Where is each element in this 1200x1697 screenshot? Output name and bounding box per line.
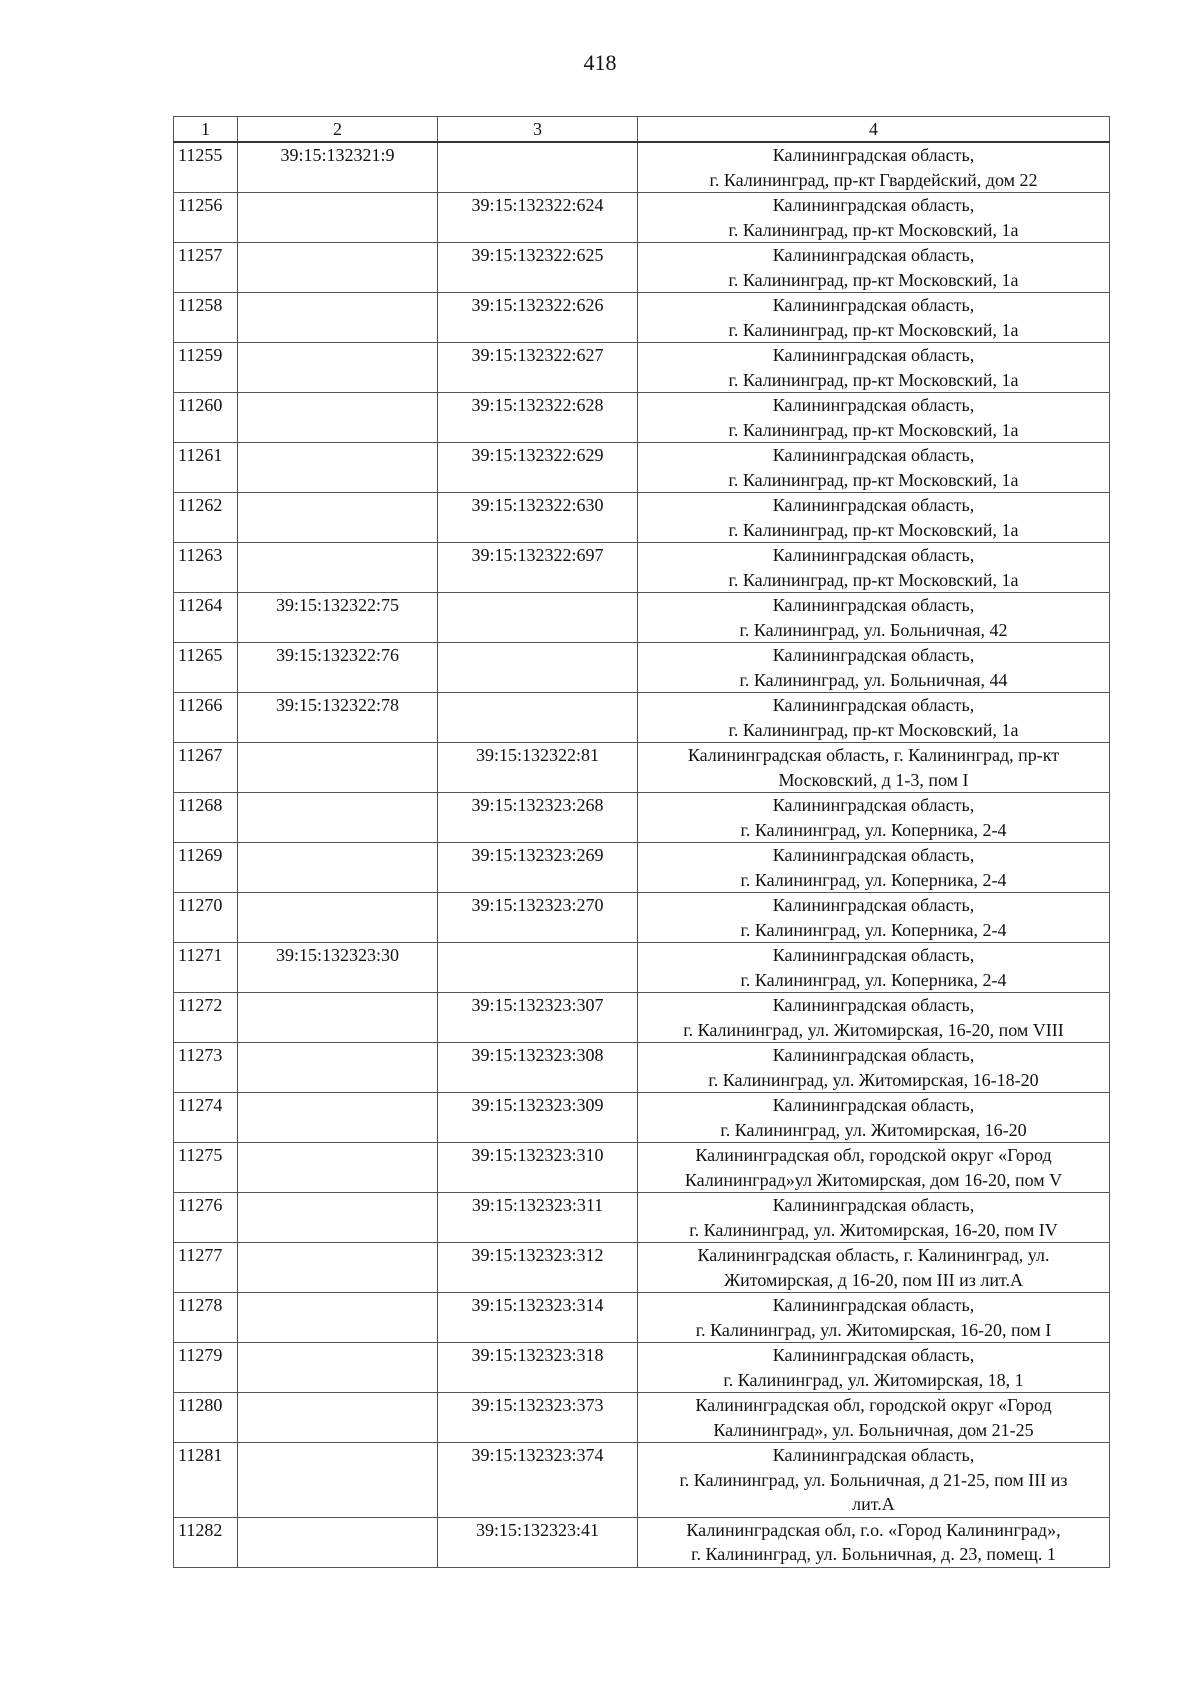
address-line: Калининградская область, [772, 995, 975, 1015]
row-number: 11274 [174, 1093, 238, 1143]
row-number: 11266 [174, 693, 238, 743]
address-line: Калининградская область, г. Калининград, пр-кт [687, 745, 1060, 765]
address-cell [638, 1043, 1110, 1093]
cadastral-number-col2 [238, 1143, 438, 1193]
address-line: г. Калининград, ул. Житомирская, 16-20, пом I [695, 1319, 1052, 1340]
address-cell [638, 1443, 1110, 1518]
address-line: Калининградская область, [772, 1345, 975, 1365]
address-line: г. Калининград, пр-кт Московский, 1а [728, 269, 1019, 290]
cadastral-number-col3 [438, 943, 638, 993]
cadastral-number-col2: 39:15:132322:75 [238, 593, 438, 643]
row-number: 11272 [174, 993, 238, 1043]
address-line: г. Калининград, ул. Житомирская, 16-18-20 [708, 1069, 1039, 1090]
row-number: 11259 [174, 343, 238, 393]
address-cell [638, 393, 1110, 443]
cadastral-number-col3: 39:15:132322:630 [438, 493, 638, 543]
cadastral-number-col3: 39:15:132323:270 [438, 893, 638, 943]
header-col-3: 3 [438, 117, 638, 143]
header-col-2: 2 [238, 117, 438, 143]
address-line: г. Калининград, пр-кт Московский, 1а [728, 719, 1019, 740]
address-cell [638, 1393, 1110, 1443]
address-line: г. Калининград, пр-кт Гвардейский, дом 22 [709, 169, 1038, 190]
cadastral-number-col3: 39:15:132322:625 [438, 243, 638, 293]
address-line: г. Калининград, ул. Житомирская, 18, 1 [723, 1369, 1024, 1390]
cadastral-number-col3: 39:15:132322:697 [438, 543, 638, 593]
cadastral-number-col2 [238, 1193, 438, 1243]
table-row [174, 1143, 1110, 1193]
row-number: 11280 [174, 1393, 238, 1443]
cadastral-number-col3: 39:15:132323:373 [438, 1393, 638, 1443]
table-row [174, 543, 1110, 593]
row-number: 11267 [174, 743, 238, 793]
table-row [174, 193, 1110, 243]
address-cell [638, 693, 1110, 743]
row-number: 11258 [174, 293, 238, 343]
cadastral-number-col2 [238, 493, 438, 543]
address-cell [638, 1517, 1110, 1567]
cadastral-number-col3: 39:15:132323:374 [438, 1443, 638, 1518]
address-cell [638, 243, 1110, 293]
row-number: 11279 [174, 1343, 238, 1393]
table-row [174, 843, 1110, 893]
cadastral-number-col3: 39:15:132323:307 [438, 993, 638, 1043]
cadastral-number-col2 [238, 1093, 438, 1143]
table-row [174, 1093, 1110, 1143]
address-line: Калининградская обл, городской округ «Город [695, 1145, 1052, 1165]
cadastral-number-col3: 39:15:132323:312 [438, 1243, 638, 1293]
cadastral-number-col2 [238, 993, 438, 1043]
row-number: 11282 [174, 1517, 238, 1567]
address-cell [638, 1093, 1110, 1143]
address-cell [638, 1343, 1110, 1393]
address-line: Калининградская область, [772, 1445, 975, 1465]
address-line: г. Калининград, ул. Больничная, д. 23, помещ. 1 [691, 1544, 1056, 1564]
address-line: Калининград», ул. Больничная, дом 21-25 [713, 1419, 1034, 1440]
address-line: Калининградская обл, г.о. «Город Калининград», [686, 1519, 1061, 1540]
cadastral-number-col2: 39:15:132322:76 [238, 643, 438, 693]
address-line: Калининградская область, [772, 195, 975, 215]
table-row [174, 493, 1110, 543]
row-number: 11262 [174, 493, 238, 543]
address-line: Калининградская область, [772, 695, 975, 715]
cadastral-number-col3 [438, 142, 638, 193]
address-line: Калининградская область, [772, 295, 975, 315]
row-number: 11276 [174, 1193, 238, 1243]
table-row [174, 293, 1110, 343]
cadastral-number-col2 [238, 1443, 438, 1518]
cadastral-number-col3 [438, 593, 638, 643]
address-cell [638, 943, 1110, 993]
address-line: Калининградская область, [772, 1295, 975, 1315]
address-line: г. Калининград, ул. Больничная, 44 [739, 669, 1008, 690]
table-row [174, 1043, 1110, 1093]
address-line: г. Калининград, пр-кт Московский, 1а [728, 469, 1019, 490]
address-line: Калининградская область, [772, 445, 975, 465]
cadastral-number-col2 [238, 243, 438, 293]
row-number: 11261 [174, 443, 238, 493]
cadastral-number-col3: 39:15:132323:309 [438, 1093, 638, 1143]
address-cell [638, 843, 1110, 893]
address-cell [638, 1143, 1110, 1193]
address-line: Калининградская область, [772, 395, 975, 415]
address-line: лит.А [852, 1494, 895, 1514]
cadastral-number-col2: 39:15:132323:30 [238, 943, 438, 993]
cadastral-number-col3: 39:15:132322:629 [438, 443, 638, 493]
address-cell [638, 343, 1110, 393]
address-line: г. Калининград, пр-кт Московский, 1а [728, 369, 1019, 390]
cadastral-number-col2 [238, 343, 438, 393]
cadastral-number-col3: 39:15:132323:268 [438, 793, 638, 843]
cadastral-number-col3 [438, 643, 638, 693]
cadastral-number-col3: 39:15:132322:628 [438, 393, 638, 443]
cadastral-number-col3: 39:15:132323:41 [438, 1517, 638, 1567]
cadastral-number-col3: 39:15:132322:81 [438, 743, 638, 793]
address-line: Калининградская область, [772, 1195, 975, 1215]
row-number: 11281 [174, 1443, 238, 1518]
address-cell [638, 1243, 1110, 1293]
address-cell [638, 993, 1110, 1043]
header-col-1: 1 [174, 117, 238, 143]
row-number: 11270 [174, 893, 238, 943]
cadastral-number-col2: 39:15:132321:9 [238, 142, 438, 193]
address-line: Калининградская область, [772, 145, 975, 165]
table-row [174, 743, 1110, 793]
address-cell [638, 293, 1110, 343]
cadastral-number-col3: 39:15:132322:626 [438, 293, 638, 343]
address-line: Калининградская область, [772, 345, 975, 365]
address-line: Калининградская область, [772, 895, 975, 915]
cadastral-number-col3 [438, 693, 638, 743]
address-line: г. Калининград, ул. Коперника, 2-4 [740, 919, 1007, 940]
table-row [174, 693, 1110, 743]
cadastral-number-col2 [238, 1393, 438, 1443]
address-cell [638, 593, 1110, 643]
row-number: 11263 [174, 543, 238, 593]
table-row [174, 593, 1110, 643]
registry-table [173, 116, 1110, 1568]
table-row [174, 1517, 1110, 1567]
row-number: 11264 [174, 593, 238, 643]
address-line: г. Калининград, пр-кт Московский, 1а [728, 569, 1019, 590]
cadastral-number-col2: 39:15:132322:78 [238, 693, 438, 743]
row-number: 11268 [174, 793, 238, 843]
address-cell [638, 1293, 1110, 1343]
cadastral-number-col2 [238, 543, 438, 593]
cadastral-number-col3: 39:15:132323:308 [438, 1043, 638, 1093]
address-line: г. Калининград, ул. Коперника, 2-4 [740, 819, 1007, 840]
address-line: Калининградская область, [772, 845, 975, 865]
table-row [174, 1443, 1110, 1518]
table-row [174, 1343, 1110, 1393]
row-number: 11255 [174, 142, 238, 193]
address-line: г. Калининград, пр-кт Московский, 1а [728, 319, 1019, 340]
table-row [174, 1293, 1110, 1343]
address-line: Калининградская область, [772, 945, 975, 965]
cadastral-number-col2 [238, 1343, 438, 1393]
address-cell [638, 142, 1110, 193]
cadastral-number-col2 [238, 1517, 438, 1567]
table-row [174, 142, 1110, 193]
address-line: г. Калининград, пр-кт Московский, 1а [728, 519, 1019, 540]
address-line: Калининградская обл, городской округ «Город [695, 1395, 1052, 1415]
address-line: г. Калининград, ул. Житомирская, 16-20, пом IV [689, 1219, 1058, 1240]
cadastral-number-col3: 39:15:132322:627 [438, 343, 638, 393]
cadastral-number-col3: 39:15:132322:624 [438, 193, 638, 243]
table-body [174, 142, 1110, 1567]
address-line: г. Калининград, пр-кт Московский, 1а [728, 419, 1019, 440]
address-line: Калининградская область, [772, 595, 975, 615]
cadastral-number-col2 [238, 443, 438, 493]
address-line: г. Калининград, пр-кт Московский, 1а [728, 219, 1019, 240]
address-line: Калининградская область, [772, 1045, 975, 1065]
table-row [174, 1243, 1110, 1293]
table-row [174, 893, 1110, 943]
address-line: Калининградская область, [772, 1095, 975, 1115]
table-row [174, 793, 1110, 843]
address-cell [638, 193, 1110, 243]
table-row [174, 1193, 1110, 1243]
address-line: Калининградская область, [772, 545, 975, 565]
cadastral-number-col3: 39:15:132323:314 [438, 1293, 638, 1343]
address-line: Калининградская область, [772, 645, 975, 665]
table-row [174, 243, 1110, 293]
table-header [174, 117, 1110, 143]
address-cell [638, 893, 1110, 943]
address-line: Житомирская, д 16-20, пом III из лит.А [724, 1269, 1023, 1290]
cadastral-number-col3: 39:15:132323:310 [438, 1143, 638, 1193]
table-row [174, 1393, 1110, 1443]
cadastral-number-col2 [238, 1243, 438, 1293]
cadastral-number-col2 [238, 1043, 438, 1093]
row-number: 11256 [174, 193, 238, 243]
header-col-4: 4 [638, 117, 1110, 143]
cadastral-number-col2 [238, 743, 438, 793]
address-line: г. Калининград, ул. Житомирская, 16-20 [720, 1119, 1027, 1140]
address-line: Калининградская область, [772, 245, 975, 265]
cadastral-number-col2 [238, 1293, 438, 1343]
page-number: 418 [583, 50, 617, 75]
address-line: Калининград»ул Житомирская, дом 16-20, пом V [684, 1169, 1063, 1190]
address-line: Московский, д 1-3, пом I [778, 769, 969, 790]
row-number: 11277 [174, 1243, 238, 1293]
cadastral-number-col2 [238, 393, 438, 443]
row-number: 11275 [174, 1143, 238, 1193]
address-cell [638, 443, 1110, 493]
cadastral-number-col2 [238, 793, 438, 843]
row-number: 11260 [174, 393, 238, 443]
table-row [174, 393, 1110, 443]
table-row [174, 943, 1110, 993]
cadastral-number-col3: 39:15:132323:269 [438, 843, 638, 893]
table-row [174, 993, 1110, 1043]
cadastral-number-col3: 39:15:132323:318 [438, 1343, 638, 1393]
address-cell [638, 743, 1110, 793]
address-line: г. Калининград, ул. Больничная, д 21-25, пом III из [679, 1469, 1068, 1490]
address-line: г. Калининград, ул. Коперника, 2-4 [740, 869, 1007, 890]
cadastral-number-col2 [238, 893, 438, 943]
address-cell [638, 793, 1110, 843]
cadastral-number-col3: 39:15:132323:311 [438, 1193, 638, 1243]
cadastral-number-col2 [238, 193, 438, 243]
table-row [174, 643, 1110, 693]
row-number: 11269 [174, 843, 238, 893]
address-line: г. Калининград, ул. Больничная, 42 [739, 619, 1008, 640]
header-row [174, 117, 1110, 143]
table-row [174, 343, 1110, 393]
address-cell [638, 643, 1110, 693]
row-number: 11257 [174, 243, 238, 293]
address-line: Калининградская область, г. Калининград, ул. [697, 1245, 1050, 1265]
address-line: г. Калининград, ул. Житомирская, 16-20, пом VIII [683, 1019, 1064, 1040]
address-line: г. Калининград, ул. Коперника, 2-4 [740, 969, 1007, 990]
address-line: Калининградская область, [772, 795, 975, 815]
table-row [174, 443, 1110, 493]
row-number: 11278 [174, 1293, 238, 1343]
cadastral-number-col2 [238, 293, 438, 343]
address-cell [638, 493, 1110, 543]
address-cell [638, 1193, 1110, 1243]
cadastral-number-col2 [238, 843, 438, 893]
address-line: Калининградская область, [772, 495, 975, 515]
row-number: 11273 [174, 1043, 238, 1093]
row-number: 11271 [174, 943, 238, 993]
address-cell [638, 543, 1110, 593]
row-number: 11265 [174, 643, 238, 693]
